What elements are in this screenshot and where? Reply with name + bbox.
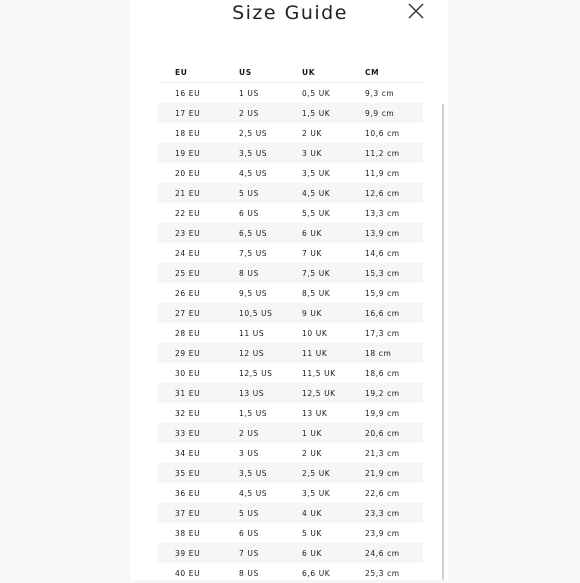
cell-eu: 25 EU bbox=[175, 268, 201, 278]
table-header bbox=[158, 62, 423, 83]
cell-cm: 12,6 cm bbox=[365, 188, 400, 198]
cell-cm: 17,3 cm bbox=[365, 328, 400, 338]
table-row bbox=[158, 303, 423, 323]
table-row bbox=[158, 343, 423, 363]
table-row bbox=[158, 523, 423, 543]
cell-cm: 14,6 cm bbox=[365, 248, 400, 258]
cell-cm: 15,3 cm bbox=[365, 268, 400, 278]
table-row bbox=[158, 163, 423, 183]
cell-eu: 32 EU bbox=[175, 408, 201, 418]
cell-uk: 5 UK bbox=[302, 528, 322, 538]
cell-us: 12,5 US bbox=[239, 368, 273, 378]
cell-us: 4,5 US bbox=[239, 168, 268, 178]
cell-us: 6 US bbox=[239, 208, 259, 218]
table-row bbox=[158, 543, 423, 563]
cell-uk: 3,5 UK bbox=[302, 168, 331, 178]
cell-eu: 28 EU bbox=[175, 328, 201, 338]
cell-uk: 2 UK bbox=[302, 128, 322, 138]
cell-cm: 9,3 cm bbox=[365, 88, 395, 98]
cell-uk: 6 UK bbox=[302, 548, 322, 558]
cell-eu: 21 EU bbox=[175, 188, 201, 198]
cell-eu: 27 EU bbox=[175, 308, 201, 318]
cell-eu: 34 EU bbox=[175, 448, 201, 458]
cell-uk: 7 UK bbox=[302, 248, 322, 258]
cell-us: 2 US bbox=[239, 428, 259, 438]
cell-eu: 26 EU bbox=[175, 288, 201, 298]
cell-eu: 24 EU bbox=[175, 248, 201, 258]
cell-cm: 19,2 cm bbox=[365, 388, 400, 398]
cell-uk: 4 UK bbox=[302, 508, 322, 518]
cell-us: 3 US bbox=[239, 448, 259, 458]
cell-us: 6,5 US bbox=[239, 228, 268, 238]
cell-cm: 25,3 cm bbox=[365, 568, 400, 578]
cell-us: 2,5 US bbox=[239, 128, 268, 138]
cell-cm: 20,6 cm bbox=[365, 428, 400, 438]
cell-eu: 22 EU bbox=[175, 208, 201, 218]
cell-cm: 22,6 cm bbox=[365, 488, 400, 498]
cell-eu: 16 EU bbox=[175, 88, 201, 98]
table-body bbox=[158, 83, 423, 583]
close-icon bbox=[407, 2, 425, 20]
cell-eu: 36 EU bbox=[175, 488, 201, 498]
cell-cm: 21,9 cm bbox=[365, 468, 400, 478]
cell-cm: 21,3 cm bbox=[365, 448, 400, 458]
size-table bbox=[158, 62, 423, 583]
cell-cm: 9,9 cm bbox=[365, 108, 395, 118]
cell-eu: 18 EU bbox=[175, 128, 201, 138]
cell-cm: 19,9 cm bbox=[365, 408, 400, 418]
cell-eu: 23 EU bbox=[175, 228, 201, 238]
cell-uk: 8,5 UK bbox=[302, 288, 331, 298]
cell-uk: 1 UK bbox=[302, 428, 322, 438]
table-row bbox=[158, 203, 423, 223]
cell-uk: 6,6 UK bbox=[302, 568, 331, 578]
table-row bbox=[158, 123, 423, 143]
cell-uk: 13 UK bbox=[302, 408, 328, 418]
cell-cm: 24,6 cm bbox=[365, 548, 400, 558]
cell-uk: 2 UK bbox=[302, 448, 322, 458]
cell-us: 4,5 US bbox=[239, 488, 268, 498]
cell-us: 6 US bbox=[239, 528, 259, 538]
cell-eu: 35 EU bbox=[175, 468, 201, 478]
scrollbar[interactable] bbox=[442, 104, 444, 580]
cell-cm: 13,9 cm bbox=[365, 228, 400, 238]
table-row bbox=[158, 183, 423, 203]
cell-cm: 23,3 cm bbox=[365, 508, 400, 518]
cell-us: 11 US bbox=[239, 328, 265, 338]
cell-cm: 23,9 cm bbox=[365, 528, 400, 538]
cell-us: 3,5 US bbox=[239, 468, 268, 478]
close-button[interactable] bbox=[407, 2, 425, 20]
table-row bbox=[158, 563, 423, 583]
header-us: US bbox=[239, 67, 252, 77]
table-row bbox=[158, 103, 423, 123]
cell-uk: 9 UK bbox=[302, 308, 322, 318]
cell-uk: 1,5 UK bbox=[302, 108, 331, 118]
cell-uk: 10 UK bbox=[302, 328, 328, 338]
cell-cm: 11,2 cm bbox=[365, 148, 400, 158]
cell-us: 7 US bbox=[239, 548, 259, 558]
cell-eu: 19 EU bbox=[175, 148, 201, 158]
cell-us: 10,5 US bbox=[239, 308, 273, 318]
cell-cm: 13,3 cm bbox=[365, 208, 400, 218]
cell-uk: 3,5 UK bbox=[302, 488, 331, 498]
cell-eu: 39 EU bbox=[175, 548, 201, 558]
cell-us: 1,5 US bbox=[239, 408, 268, 418]
cell-uk: 6 UK bbox=[302, 228, 322, 238]
cell-uk: 3 UK bbox=[302, 148, 322, 158]
cell-us: 8 US bbox=[239, 568, 259, 578]
cell-uk: 2,5 UK bbox=[302, 468, 331, 478]
cell-us: 2 US bbox=[239, 108, 259, 118]
cell-us: 1 US bbox=[239, 88, 259, 98]
cell-eu: 33 EU bbox=[175, 428, 201, 438]
cell-eu: 38 EU bbox=[175, 528, 201, 538]
table-row bbox=[158, 363, 423, 383]
table-row bbox=[158, 83, 423, 103]
cell-us: 3,5 US bbox=[239, 148, 268, 158]
cell-eu: 29 EU bbox=[175, 348, 201, 358]
cell-uk: 12,5 UK bbox=[302, 388, 336, 398]
cell-uk: 11,5 UK bbox=[302, 368, 336, 378]
table-row bbox=[158, 463, 423, 483]
table-row bbox=[158, 283, 423, 303]
cell-cm: 11,9 cm bbox=[365, 168, 400, 178]
table-row bbox=[158, 423, 423, 443]
header-eu: EU bbox=[175, 67, 188, 77]
modal-title: Size Guide bbox=[232, 2, 348, 24]
header-cm: CM bbox=[365, 67, 380, 77]
cell-cm: 18 cm bbox=[365, 348, 392, 358]
cell-us: 5 US bbox=[239, 508, 259, 518]
cell-us: 13 US bbox=[239, 388, 265, 398]
cell-eu: 20 EU bbox=[175, 168, 201, 178]
cell-us: 7,5 US bbox=[239, 248, 268, 258]
table-row bbox=[158, 503, 423, 523]
cell-uk: 4,5 UK bbox=[302, 188, 331, 198]
cell-uk: 7,5 UK bbox=[302, 268, 331, 278]
cell-eu: 17 EU bbox=[175, 108, 201, 118]
cell-eu: 31 EU bbox=[175, 388, 201, 398]
table-row bbox=[158, 223, 423, 243]
table-row bbox=[158, 383, 423, 403]
table-row bbox=[158, 403, 423, 423]
cell-us: 8 US bbox=[239, 268, 259, 278]
table-row bbox=[158, 263, 423, 283]
table-row bbox=[158, 483, 423, 503]
cell-cm: 18,6 cm bbox=[365, 368, 400, 378]
cell-eu: 30 EU bbox=[175, 368, 201, 378]
cell-us: 12 US bbox=[239, 348, 265, 358]
cell-uk: 11 UK bbox=[302, 348, 328, 358]
cell-eu: 37 EU bbox=[175, 508, 201, 518]
cell-cm: 10,6 cm bbox=[365, 128, 400, 138]
cell-uk: 5,5 UK bbox=[302, 208, 331, 218]
header-uk: UK bbox=[302, 67, 316, 77]
table-row bbox=[158, 243, 423, 263]
cell-cm: 16,6 cm bbox=[365, 308, 400, 318]
cell-eu: 40 EU bbox=[175, 568, 201, 578]
cell-cm: 15,9 cm bbox=[365, 288, 400, 298]
cell-uk: 0,5 UK bbox=[302, 88, 331, 98]
table-row bbox=[158, 323, 423, 343]
table-row bbox=[158, 443, 423, 463]
cell-us: 9,5 US bbox=[239, 288, 268, 298]
cell-us: 5 US bbox=[239, 188, 259, 198]
table-row bbox=[158, 143, 423, 163]
